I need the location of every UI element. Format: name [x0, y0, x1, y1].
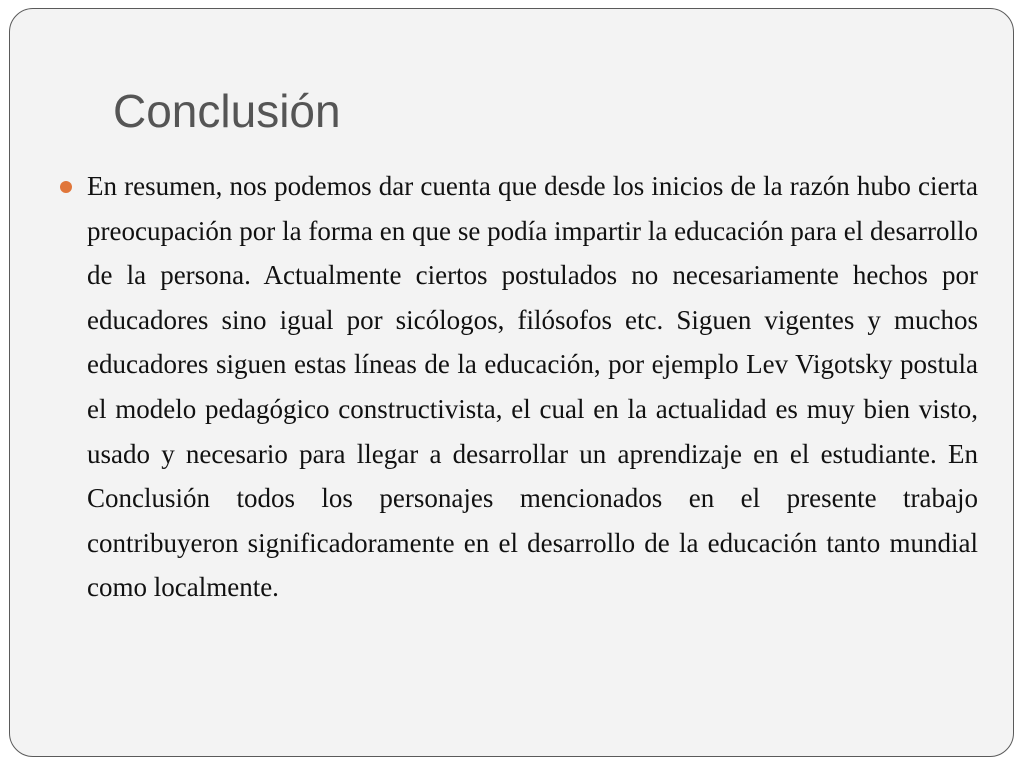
- bullet-dot-icon: [60, 181, 72, 193]
- slide-title: Conclusión: [113, 85, 341, 137]
- bullet-text: En resumen, nos podemos dar cuenta que desde los inicios de la razón hubo cierta preocupación por la forma en que se podía impartir la educación para el desarrollo de la persona. Actualmente ciertos postulados no necesariamente hechos por educadores sino igual por sicólogos, filósofos etc. Siguen vigentes y muchos educadores siguen estas líneas de la educación, por ejemplo Lev Vigotsky postula el modelo pedagógico constructivista, el cual en la actualidad es muy bien visto, usado y necesario para llegar a desarrollar un aprendizaje en el estudiante. En Conclusión todos los personajes mencionados en el presente trabajo contribuyeron significadoramente en el desarrollo de la educación tanto mundial como localmente.: [87, 171, 978, 603]
